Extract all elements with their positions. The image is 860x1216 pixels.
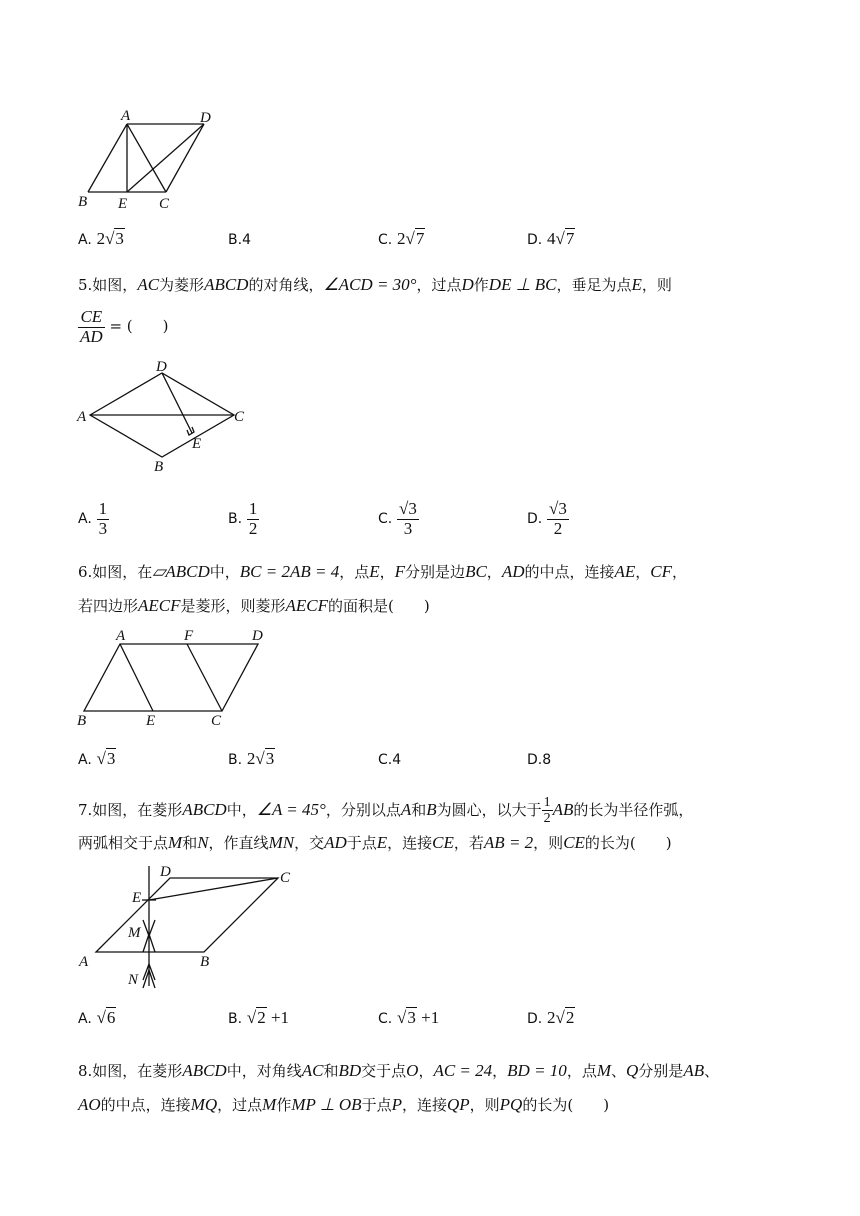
option-label: A. xyxy=(78,752,92,768)
radicand: 3 xyxy=(265,749,275,768)
text: 的长为( ) xyxy=(584,834,672,852)
q6-point-label: B xyxy=(77,713,87,729)
text: ，过点 xyxy=(416,276,462,294)
option-label: B. xyxy=(228,1011,243,1027)
q7-stem-line1 xyxy=(78,795,693,827)
radicand: 6 xyxy=(106,1008,116,1027)
q7-option-b xyxy=(228,1008,289,1028)
sqrt-expression: 2√7 xyxy=(397,229,425,248)
q5-point-label: C xyxy=(234,409,245,425)
coefficient: 2 xyxy=(547,1008,556,1027)
sqrt-expression: √2 +1 xyxy=(246,1008,290,1027)
math: AD xyxy=(324,833,347,852)
text: 中，对角线 xyxy=(226,1062,302,1080)
math: AE xyxy=(614,562,636,581)
math: E xyxy=(369,562,380,581)
q6-option-b xyxy=(228,749,275,769)
numerator: 1 xyxy=(543,795,551,810)
q4-point-label: E xyxy=(118,196,128,212)
text: ，作直线 xyxy=(208,834,269,852)
q8-stem-line1 xyxy=(78,1062,719,1080)
math: AECF xyxy=(138,596,181,615)
q4-option-a xyxy=(78,229,125,249)
q6-point-label: A xyxy=(116,628,126,644)
math: ∠A = 45° xyxy=(256,799,326,819)
math: AC xyxy=(301,1061,324,1080)
q5-option-b xyxy=(228,500,259,538)
q6-point-label: C xyxy=(211,713,222,729)
text: 于点 xyxy=(346,834,377,852)
q4-option-d xyxy=(527,229,575,249)
math: O xyxy=(406,1061,419,1080)
math: AC = 24 xyxy=(433,1061,493,1080)
text: ，垂足为点 xyxy=(556,276,632,294)
radicand: 2 xyxy=(565,1008,575,1027)
math: AO xyxy=(78,1095,101,1114)
option-fraction xyxy=(97,500,110,538)
text: 8.如图，在菱形 xyxy=(78,1062,183,1080)
text: 分别是边 xyxy=(405,563,466,581)
option-label: D. xyxy=(527,1011,543,1027)
option-label: C. xyxy=(378,232,393,248)
q7-stem-line2 xyxy=(78,834,672,852)
option-label: C. xyxy=(378,511,393,528)
option-fraction xyxy=(247,500,260,538)
q6-point-label: E xyxy=(146,713,156,729)
q5-option-d xyxy=(527,500,569,538)
q4-option-b xyxy=(228,230,251,248)
coefficient: 2 xyxy=(397,229,406,248)
denominator: AD xyxy=(80,326,103,346)
tail: +1 xyxy=(266,1008,290,1027)
math: ABCD xyxy=(182,799,227,819)
text: ， xyxy=(379,563,395,581)
option-label: A. xyxy=(78,511,92,528)
math: P xyxy=(391,1095,402,1114)
option-value: 4 xyxy=(242,232,251,248)
coefficient: 4 xyxy=(547,229,556,248)
text: 中， xyxy=(226,800,257,819)
text: 的中点，连接 xyxy=(100,1096,191,1114)
text: 于点 xyxy=(361,1096,392,1114)
text: 两弧相交于点 xyxy=(78,834,169,852)
math: BC xyxy=(465,562,487,581)
text: 的对角线， xyxy=(248,276,324,294)
math: QP xyxy=(446,1095,470,1114)
math: AB xyxy=(683,1061,705,1080)
text: ， xyxy=(635,563,651,581)
text: 分别是 xyxy=(638,1062,684,1080)
q5-point-label: E xyxy=(192,436,202,452)
math: MN xyxy=(268,833,295,852)
math: B xyxy=(426,799,437,819)
text: 作 xyxy=(473,276,489,294)
numerator: √3 xyxy=(399,499,417,518)
text: ，点 xyxy=(339,563,370,581)
text: ，若 xyxy=(453,834,484,852)
denominator: 2 xyxy=(248,518,258,538)
option-label: B. xyxy=(228,752,243,768)
text: 若四边形 xyxy=(78,597,139,615)
q6-point-label: F xyxy=(184,628,194,644)
coefficient: 2 xyxy=(96,229,106,248)
text: ，点 xyxy=(566,1062,597,1080)
math: M xyxy=(168,833,183,852)
text: 5.如图， xyxy=(78,276,138,294)
text: = ( ) xyxy=(109,317,169,336)
option-label: A. xyxy=(78,232,92,248)
q6-option-a xyxy=(78,749,116,769)
math: ∠ACD = 30° xyxy=(323,275,417,294)
text: 的长为半径作弧， xyxy=(573,800,694,819)
q7-option-a xyxy=(78,1008,116,1028)
numerator: 1 xyxy=(248,499,258,518)
q5-option-c xyxy=(378,500,419,538)
q7-figure xyxy=(74,860,304,990)
math: D xyxy=(461,275,474,294)
text: 、 xyxy=(611,1062,627,1080)
math: BD = 10 xyxy=(507,1061,567,1080)
math: AECF xyxy=(285,596,329,615)
math: DE ⊥ BC xyxy=(488,275,557,294)
option-label: D. xyxy=(527,232,543,248)
math: N xyxy=(197,833,209,852)
text: ，过点 xyxy=(217,1096,263,1114)
text: ，连接 xyxy=(401,1096,447,1114)
text: 是菱形，则菱形 xyxy=(180,597,286,615)
text: 6.如图，在 xyxy=(78,563,153,581)
q6-option-d xyxy=(527,750,551,768)
option-label: C. xyxy=(378,1011,393,1027)
math: AB = 2 xyxy=(483,833,534,852)
math: ABCD xyxy=(204,275,249,294)
text: 和 xyxy=(411,800,427,819)
text: 中， xyxy=(209,563,240,581)
sqrt-expression: √3 xyxy=(96,749,116,768)
text: 为圆心，以大于 xyxy=(436,800,542,819)
q5-option-a xyxy=(78,500,109,538)
q6-figure xyxy=(74,625,274,729)
text: ，则 xyxy=(469,1096,500,1114)
option-fraction xyxy=(397,500,419,538)
text: ，则 xyxy=(533,834,564,852)
q8-stem-line2 xyxy=(78,1096,609,1114)
q4-point-label: B xyxy=(78,194,88,210)
math: A xyxy=(400,799,412,819)
option-label: C. xyxy=(378,752,393,768)
fraction-ce-ad xyxy=(78,308,105,346)
denominator: 2 xyxy=(553,518,563,538)
q7-option-c xyxy=(378,1008,439,1028)
radicand: 3 xyxy=(106,749,116,768)
math: MP ⊥ OB xyxy=(291,1095,362,1114)
text: ， xyxy=(486,563,502,581)
text: ，交 xyxy=(294,834,325,852)
math: ▱ABCD xyxy=(152,562,210,581)
text: 7.如图，在菱形 xyxy=(78,800,183,819)
math: AC xyxy=(137,275,160,294)
math: BD xyxy=(338,1061,362,1080)
denominator: 2 xyxy=(543,811,551,827)
text: 为菱形 xyxy=(159,276,205,294)
q7-point-label: N xyxy=(128,972,139,988)
denominator: 3 xyxy=(98,518,108,538)
text: ，连接 xyxy=(387,834,433,852)
math: E xyxy=(376,833,388,852)
math: M xyxy=(262,1095,277,1114)
sqrt-expression: 4√7 xyxy=(547,229,575,248)
math: Q xyxy=(626,1061,639,1080)
q6-point-label: D xyxy=(252,628,263,644)
option-value: 4 xyxy=(392,752,402,768)
q7-point-label: C xyxy=(280,870,291,886)
q6-stem-line1 xyxy=(78,563,687,581)
q5-point-label: B xyxy=(154,459,164,475)
text: ， xyxy=(672,563,688,581)
q4-point-label: A xyxy=(121,108,131,124)
math: CE xyxy=(432,833,454,852)
text: 交于点 xyxy=(361,1062,407,1080)
math: PQ xyxy=(499,1095,523,1114)
option-label: B. xyxy=(228,511,243,528)
text: 的长为( ) xyxy=(522,1096,610,1114)
sqrt-expression: 2√2 xyxy=(547,1008,575,1027)
denominator: 3 xyxy=(403,518,413,538)
q4-option-c xyxy=(378,229,425,249)
q7-point-label: A xyxy=(79,954,89,970)
numerator: CE xyxy=(78,308,105,328)
q4-figure xyxy=(74,104,234,216)
option-label: A. xyxy=(78,1011,92,1027)
fraction-one-half xyxy=(542,795,553,827)
q7-option-d xyxy=(527,1008,575,1028)
tail: +1 xyxy=(416,1008,440,1027)
text: 的面积是( ) xyxy=(328,597,430,615)
text: ，分别以点 xyxy=(325,800,401,819)
math: MQ xyxy=(190,1095,218,1114)
text: 和 xyxy=(182,834,198,852)
text: 的中点，连接 xyxy=(524,563,615,581)
radicand: 2 xyxy=(257,1008,266,1027)
q7-point-label: M xyxy=(128,925,141,941)
radicand: 3 xyxy=(407,1008,416,1027)
q5-point-label: D xyxy=(156,359,167,375)
math: ABCD xyxy=(182,1061,227,1080)
q4-point-label: C xyxy=(159,196,170,212)
sqrt-expression: √6 xyxy=(96,1008,116,1027)
text: 和 xyxy=(323,1062,339,1080)
option-label: D. xyxy=(527,511,543,528)
text: ， xyxy=(492,1062,508,1080)
text: ，则 xyxy=(641,276,672,294)
sqrt-expression: √3 +1 xyxy=(397,1008,440,1027)
text: 、 xyxy=(704,1062,720,1080)
math: E xyxy=(631,275,642,294)
radicand: 7 xyxy=(415,229,425,248)
q4-point-label: D xyxy=(200,110,211,126)
q5-stem-line1 xyxy=(78,276,672,294)
q7-point-label: E xyxy=(132,890,142,906)
text: ， xyxy=(418,1062,434,1080)
option-fraction xyxy=(547,500,569,538)
math: BC = 2AB = 4 xyxy=(239,562,340,581)
math: CE xyxy=(563,833,585,852)
radicand: 3 xyxy=(115,229,124,248)
option-label: D. xyxy=(527,752,543,768)
q7-point-label: D xyxy=(160,864,171,880)
sqrt-expression: 2√3 xyxy=(96,229,124,248)
math: AD xyxy=(501,562,525,581)
q7-point-label: B xyxy=(200,954,210,970)
math: AB xyxy=(552,799,574,819)
q5-figure xyxy=(74,355,254,477)
math: M xyxy=(596,1061,611,1080)
math: CF xyxy=(650,562,673,581)
coefficient: 2 xyxy=(246,749,256,768)
q6-option-c xyxy=(378,750,401,768)
sqrt-expression: 2√3 xyxy=(246,749,275,768)
option-value: 8 xyxy=(542,752,552,768)
q6-stem-line2 xyxy=(78,597,430,615)
numerator: √3 xyxy=(549,499,567,518)
q5-point-label: A xyxy=(77,409,87,425)
radicand: 7 xyxy=(565,229,575,248)
q5-stem-line2 xyxy=(78,308,169,346)
text: 作 xyxy=(276,1096,292,1114)
numerator: 1 xyxy=(98,499,108,518)
option-label: B. xyxy=(228,232,243,248)
math: F xyxy=(394,562,406,581)
